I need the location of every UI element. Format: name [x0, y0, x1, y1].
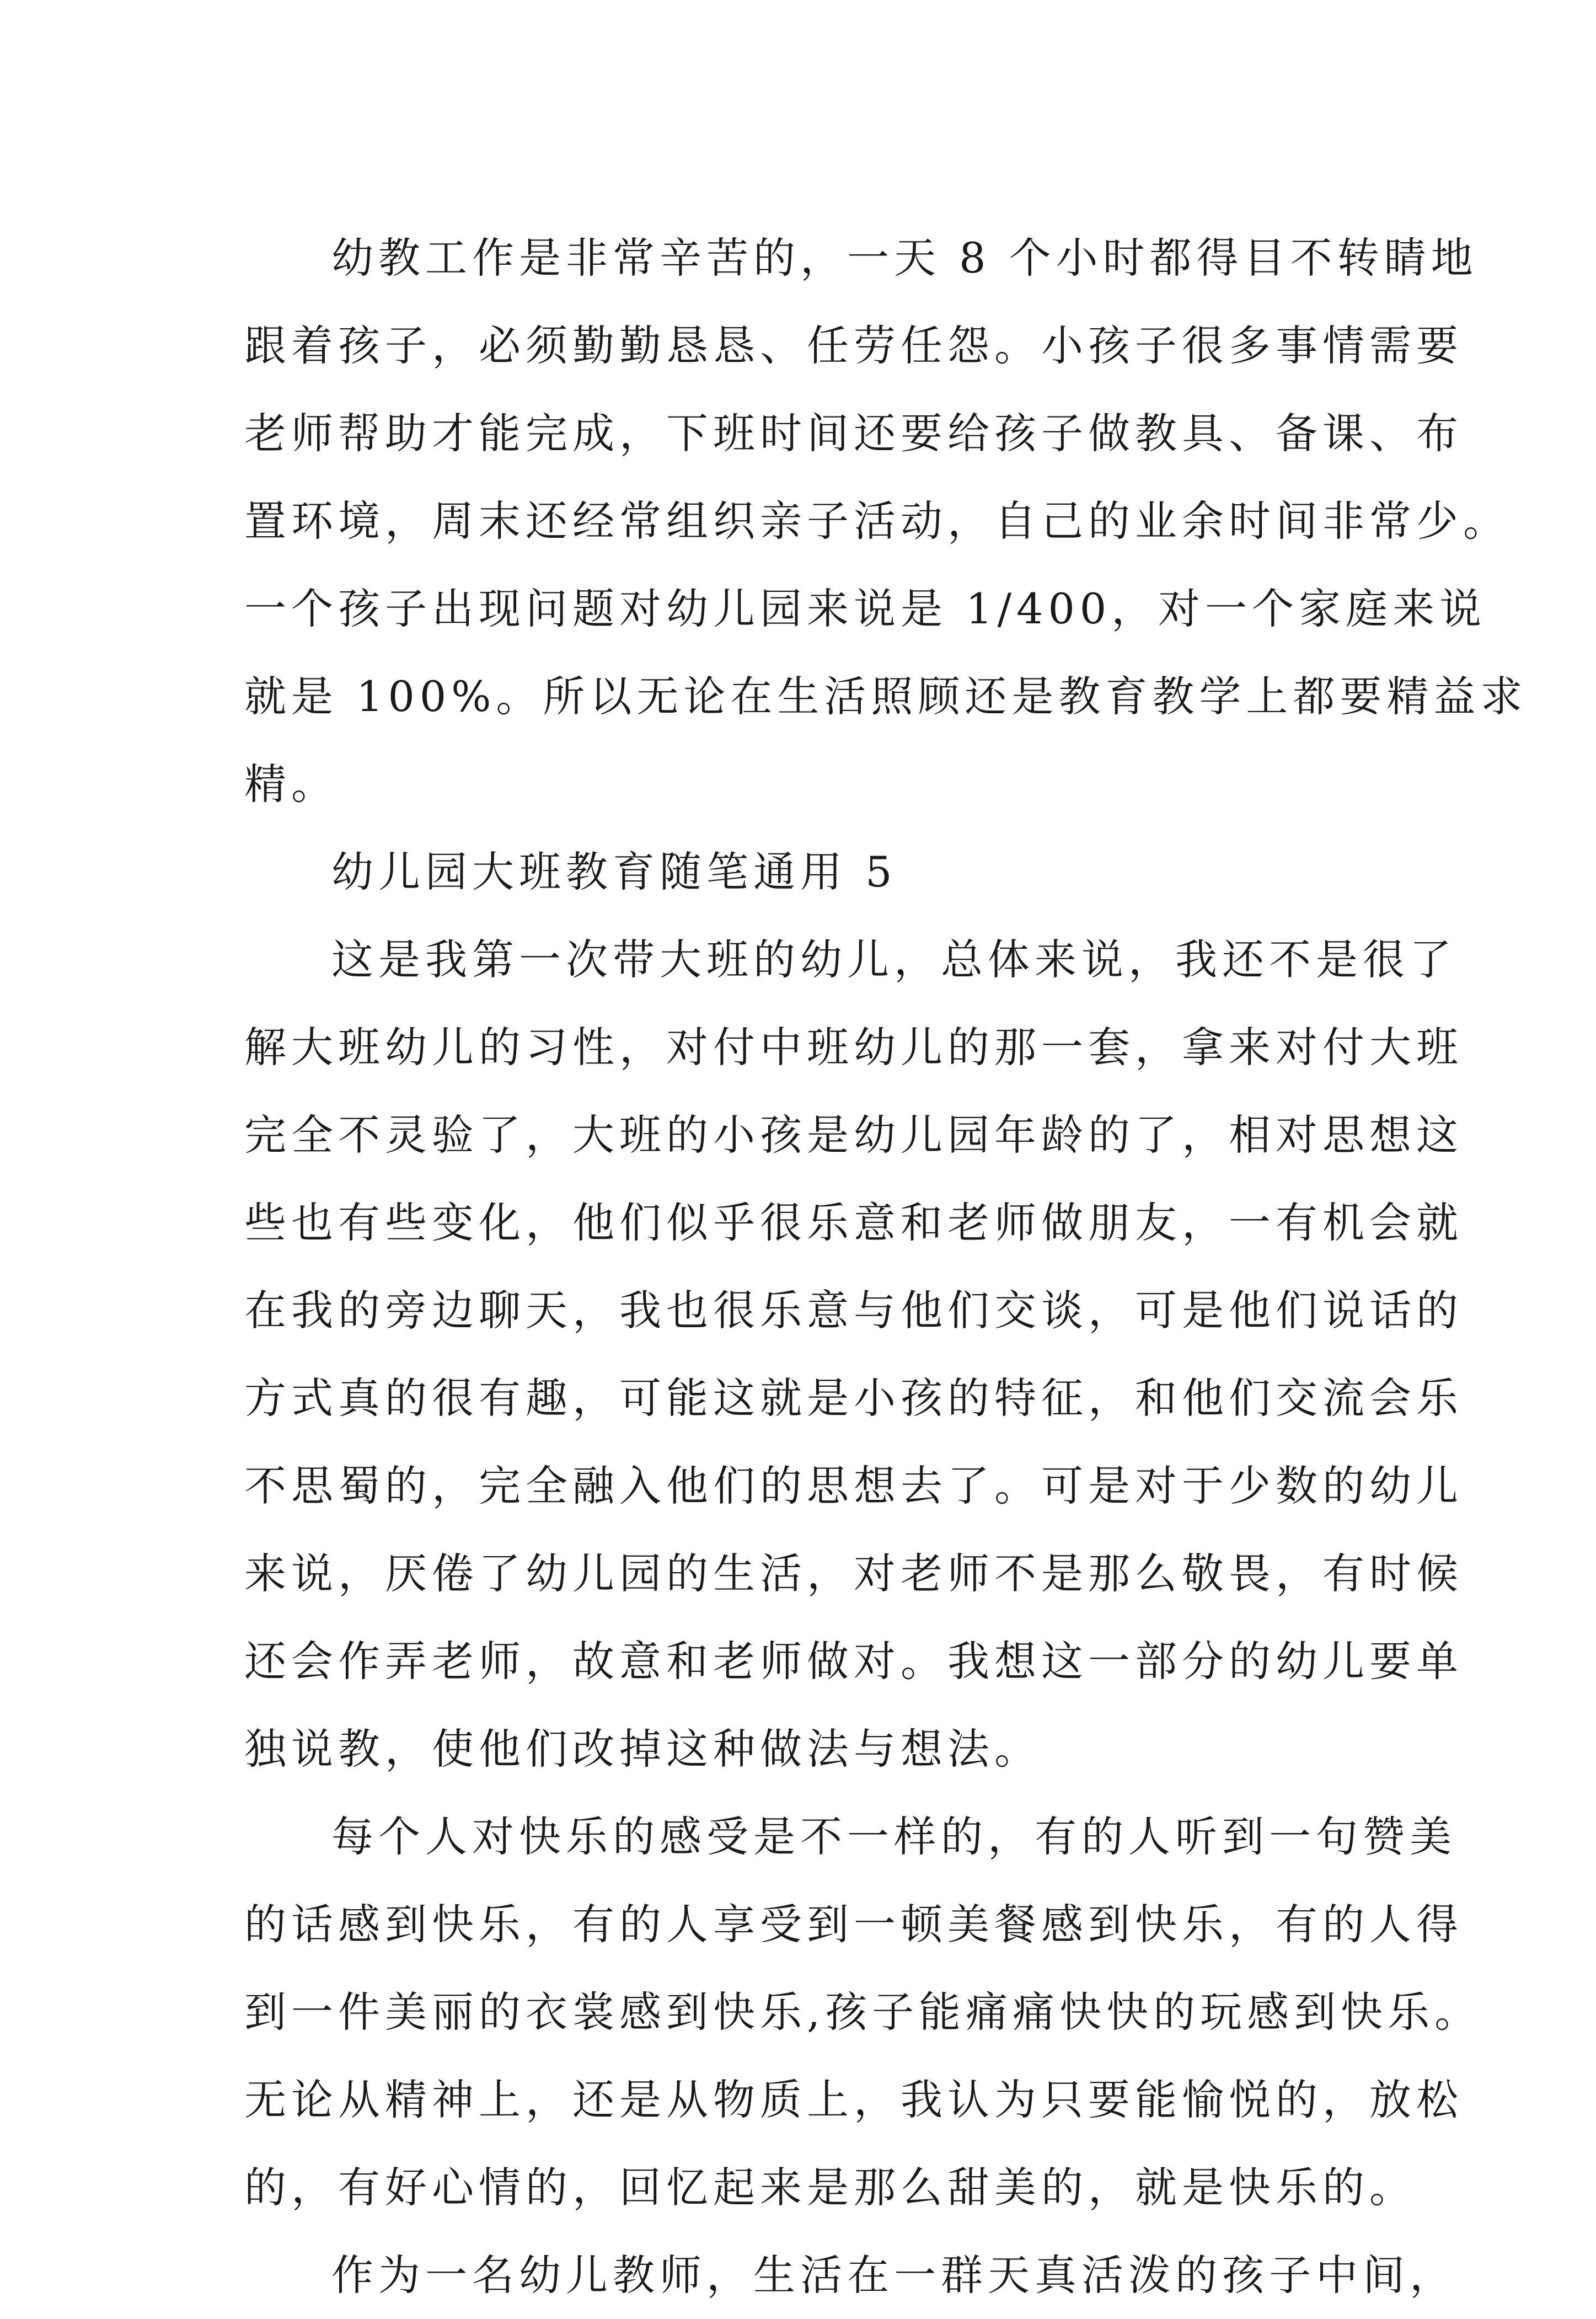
- text-line: 解大班幼儿的习性，对付中班幼儿的那一套，拿来对付大班: [244, 1023, 1463, 1072]
- text-line: 置环境，周末还经常组织亲子活动，自己的业余时间非常少。: [244, 496, 1510, 546]
- text-line: 幼教工作是非常辛苦的，一天 8 个小时都得目不转睛地: [331, 233, 1478, 282]
- text-line: 跟着孩子，必须勤勤恳恳、任劳任怨。小孩子很多事情需要: [244, 321, 1463, 370]
- text-line: 每个人对快乐的感受是不一样的，有的人听到一句赞美: [331, 1812, 1456, 1861]
- text-line: 方式真的很有趣，可能这就是小孩的特征，和他们交流会乐: [244, 1374, 1463, 1423]
- text-line: 这是我第一次带大班的幼儿，总体来说，我还不是很了: [331, 935, 1456, 984]
- text-line: 的话感到快乐，有的人享受到一顿美餐感到快乐，有的人得: [244, 1900, 1463, 1949]
- text-line: 的，有好心情的，回忆起来是那么甜美的，就是快乐的。: [244, 2163, 1416, 2212]
- text-line: 精。: [244, 760, 338, 809]
- text-line: 一个孩子出现问题对幼儿园来说是 1/400，对一个家庭来说: [244, 584, 1487, 633]
- text-line: 完全不灵验了，大班的小孩是幼儿园年龄的了，相对思想这: [244, 1110, 1463, 1160]
- section-heading: 幼儿园大班教育随笔通用 5: [331, 847, 897, 896]
- text-line: 到一件美丽的衣裳感到快乐,孩子能痛痛快快的玩感到快乐。: [244, 1987, 1482, 2037]
- text-line: 还会作弄老师，故意和老师做对。我想这一部分的幼儿要单: [244, 1637, 1463, 1686]
- text-line: 无论从精神上，还是从物质上，我认为只要能愉悦的，放松: [244, 2075, 1463, 2124]
- text-line: 独说教，使他们改掉这种做法与想法。: [244, 1724, 1041, 1773]
- text-line: 不思蜀的，完全融入他们的思想去了。可是对于少数的幼儿: [244, 1461, 1463, 1510]
- text-line: 就是 100%。所以无论在生活照顾还是教育教学上都要精益求: [244, 672, 1528, 721]
- text-line: 在我的旁边聊天，我也很乐意与他们交谈，可是他们说话的: [244, 1286, 1463, 1335]
- text-line: 来说，厌倦了幼儿园的生活，对老师不是那么敬畏，有时候: [244, 1549, 1463, 1598]
- text-line: 些也有些变化，他们似乎很乐意和老师做朋友，一有机会就: [244, 1198, 1463, 1247]
- text-line: 作为一名幼儿教师，生活在一群天真活泼的孩子中间，: [331, 2251, 1456, 2300]
- document-body: [244, 214, 1528, 2319]
- text-line: 老师帮助才能完成，下班时间还要给孩子做教具、备课、布: [244, 409, 1463, 458]
